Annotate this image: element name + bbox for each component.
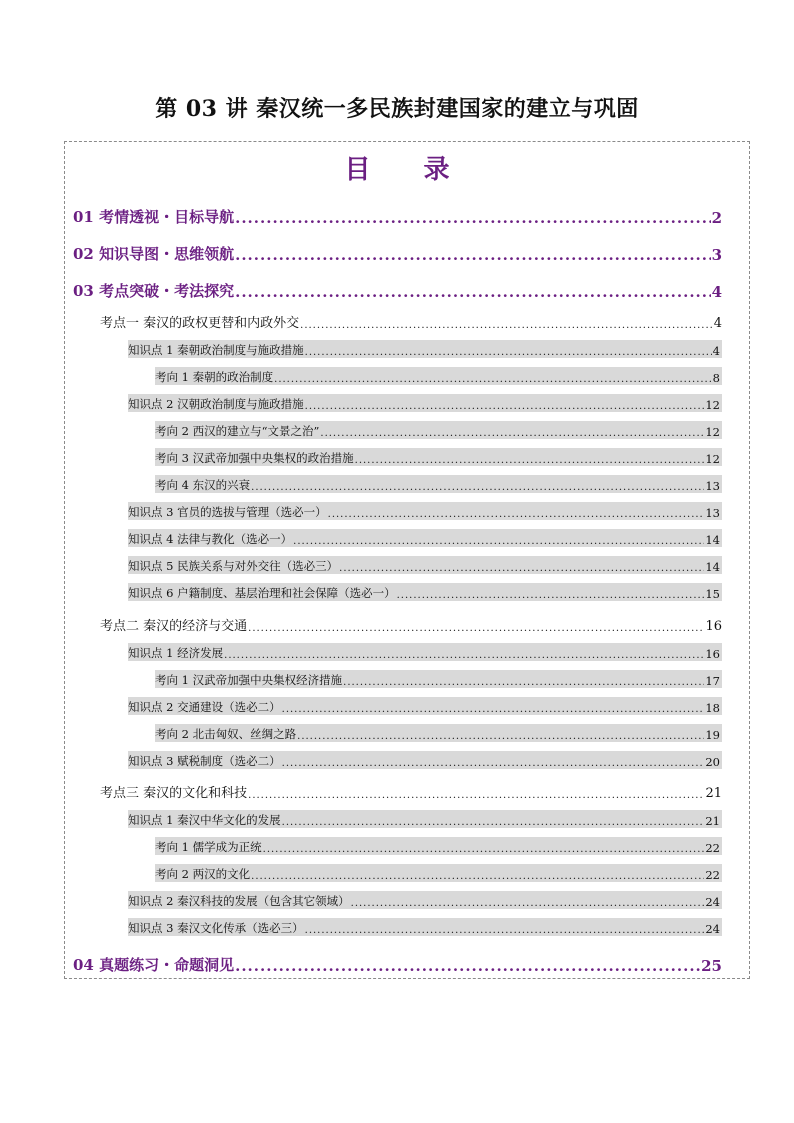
toc-leader-dots bbox=[305, 925, 705, 936]
toc-entry-label: 04 真题练习・命题洞见 bbox=[73, 956, 235, 974]
toc-entry[interactable] bbox=[155, 670, 722, 688]
toc-entry-page: 25 bbox=[701, 957, 722, 975]
toc-leader-dots bbox=[274, 374, 712, 385]
toc-entry[interactable] bbox=[73, 203, 722, 227]
toc-entry-label: 01 考情透视・目标导航 bbox=[73, 208, 235, 226]
toc-entry[interactable] bbox=[128, 394, 722, 412]
toc-leader-dots bbox=[293, 536, 704, 547]
toc-leader-dots bbox=[251, 482, 704, 493]
toc-leader-dots bbox=[355, 455, 705, 466]
toc-entry[interactable] bbox=[100, 311, 722, 331]
toc-leader-dots bbox=[351, 898, 705, 909]
toc-entry[interactable] bbox=[128, 556, 722, 574]
toc-leader-dots bbox=[235, 246, 710, 264]
toc-leader-dots bbox=[263, 844, 705, 855]
toc-entry-page: 12 bbox=[705, 425, 720, 439]
toc-entry[interactable] bbox=[128, 891, 722, 909]
toc-leader-dots bbox=[251, 871, 704, 882]
toc-entry-label: 考点二 秦汉的经济与交通 bbox=[100, 619, 248, 634]
toc-entry-page: 19 bbox=[705, 728, 720, 742]
toc-entry-page: 12 bbox=[705, 398, 720, 412]
toc-leader-dots bbox=[282, 704, 705, 715]
toc-entry[interactable] bbox=[128, 918, 722, 936]
toc-leader-dots bbox=[297, 731, 704, 742]
toc-entry-label: 考向 2 两汉的文化 bbox=[155, 867, 251, 881]
toc-entry-page: 13 bbox=[705, 479, 720, 493]
toc-leader-dots bbox=[235, 283, 710, 301]
toc-entry[interactable] bbox=[128, 340, 722, 358]
toc-entry-page: 24 bbox=[705, 895, 720, 909]
toc-entry-label: 知识点 1 秦汉中华文化的发展 bbox=[128, 813, 281, 827]
toc-entry[interactable] bbox=[73, 951, 722, 975]
toc-entry[interactable] bbox=[73, 277, 722, 301]
toc-entry-label: 知识点 6 户籍制度、基层治理和社会保障（选必一） bbox=[128, 586, 396, 600]
toc-entry-page: 14 bbox=[705, 560, 720, 574]
toc-entry[interactable] bbox=[155, 421, 722, 439]
toc-leader-dots bbox=[343, 677, 704, 688]
toc-leader-dots bbox=[339, 563, 704, 574]
toc-entry-page: 13 bbox=[705, 506, 720, 520]
toc-leader-dots bbox=[248, 623, 704, 634]
toc-entry-label: 知识点 2 秦汉科技的发展（包含其它领域） bbox=[128, 894, 350, 908]
toc-leader-dots bbox=[397, 590, 705, 601]
toc-entry-page: 16 bbox=[705, 619, 722, 634]
toc-entry-page: 22 bbox=[705, 841, 720, 855]
toc-entry-label: 考向 4 东汉的兴衰 bbox=[155, 478, 251, 492]
toc-leader-dots bbox=[328, 509, 705, 520]
toc-entry[interactable] bbox=[155, 864, 722, 882]
toc-entry[interactable] bbox=[128, 529, 722, 547]
toc-entry-label: 知识点 2 交通建设（选必二） bbox=[128, 700, 281, 714]
toc-entry-page: 21 bbox=[705, 814, 720, 828]
toc-entry-page: 2 bbox=[711, 209, 722, 227]
toc-entry[interactable] bbox=[155, 475, 722, 493]
toc-leader-dots bbox=[305, 401, 705, 412]
toc-entry-page: 4 bbox=[711, 283, 722, 301]
toc-entry[interactable] bbox=[128, 502, 722, 520]
toc-entry-label: 知识点 3 秦汉文化传承（选必三） bbox=[128, 921, 304, 935]
toc-heading: 目 录 bbox=[344, 155, 472, 185]
toc-entry-label: 考向 1 儒学成为正统 bbox=[155, 840, 262, 854]
toc-entry-label: 知识点 1 秦朝政治制度与施政措施 bbox=[128, 343, 304, 357]
toc-entry-page: 4 bbox=[713, 316, 722, 331]
toc-entry-label: 知识点 2 汉朝政治制度与施政措施 bbox=[128, 397, 304, 411]
toc-entry[interactable] bbox=[155, 448, 722, 466]
toc-entry-label: 考点一 秦汉的政权更替和内政外交 bbox=[100, 316, 300, 331]
toc-entry[interactable] bbox=[100, 781, 722, 801]
toc-entry-label: 知识点 1 经济发展 bbox=[128, 646, 224, 660]
toc-entry-page: 18 bbox=[705, 701, 720, 715]
toc-entry-page: 20 bbox=[705, 755, 720, 769]
toc-entry[interactable] bbox=[128, 583, 722, 601]
toc-entry-label: 考向 2 北击匈奴、丝绸之路 bbox=[155, 727, 297, 741]
toc-entry-page: 24 bbox=[705, 922, 720, 936]
toc-entry[interactable] bbox=[100, 614, 722, 634]
toc-entry-label: 考点三 秦汉的文化和科技 bbox=[100, 786, 248, 801]
toc-entry[interactable] bbox=[128, 643, 722, 661]
toc-entry-page: 15 bbox=[705, 587, 720, 601]
toc-entry-label: 知识点 5 民族关系与对外交往（选必三） bbox=[128, 559, 339, 573]
toc-leader-dots bbox=[235, 209, 710, 227]
toc-entry-page: 14 bbox=[705, 533, 720, 547]
toc-entry-label: 考向 1 秦朝的政治制度 bbox=[155, 370, 274, 384]
toc-entry-page: 16 bbox=[705, 647, 720, 661]
toc-entry[interactable] bbox=[128, 697, 722, 715]
toc-entry-label: 考向 2 西汉的建立与“文景之治” bbox=[155, 424, 320, 438]
toc-entry[interactable] bbox=[155, 724, 722, 742]
toc-entry-label: 02 知识导图・思维领航 bbox=[73, 245, 235, 263]
toc-leader-dots bbox=[320, 428, 704, 439]
toc-entry[interactable] bbox=[73, 240, 722, 264]
toc-entry[interactable] bbox=[155, 367, 722, 385]
toc-entry-page: 12 bbox=[705, 452, 720, 466]
toc-entry-label: 考向 1 汉武帝加强中央集权经济措施 bbox=[155, 673, 343, 687]
toc-entry-page: 4 bbox=[712, 344, 720, 358]
toc-entry-label: 03 考点突破・考法探究 bbox=[73, 282, 235, 300]
toc-entry-page: 21 bbox=[705, 786, 722, 801]
toc-entry-label: 考向 3 汉武帝加强中央集权的政治措施 bbox=[155, 451, 354, 465]
document-title: 第 03 讲 秦汉统一多民族封建国家的建立与巩固 bbox=[155, 96, 639, 122]
toc-entry-page: 3 bbox=[711, 246, 722, 264]
toc-entry[interactable] bbox=[155, 837, 722, 855]
toc-entry-label: 知识点 3 赋税制度（选必二） bbox=[128, 754, 281, 768]
toc-entry-page: 22 bbox=[705, 868, 720, 882]
toc-leader-dots bbox=[300, 320, 713, 331]
toc-leader-dots bbox=[305, 347, 712, 358]
toc-entry-label: 知识点 4 法律与教化（选必一） bbox=[128, 532, 293, 546]
toc-entry-label: 知识点 3 官员的选拔与管理（选必一） bbox=[128, 505, 327, 519]
toc-leader-dots bbox=[224, 650, 704, 661]
toc-leader-dots bbox=[235, 957, 700, 975]
toc-entry[interactable] bbox=[128, 751, 722, 769]
toc-leader-dots bbox=[248, 790, 704, 801]
toc-entry-page: 8 bbox=[712, 371, 720, 385]
toc-leader-dots bbox=[282, 817, 705, 828]
toc-entry-page: 17 bbox=[705, 674, 720, 688]
toc-leader-dots bbox=[282, 758, 705, 769]
toc-entry[interactable] bbox=[128, 810, 722, 828]
